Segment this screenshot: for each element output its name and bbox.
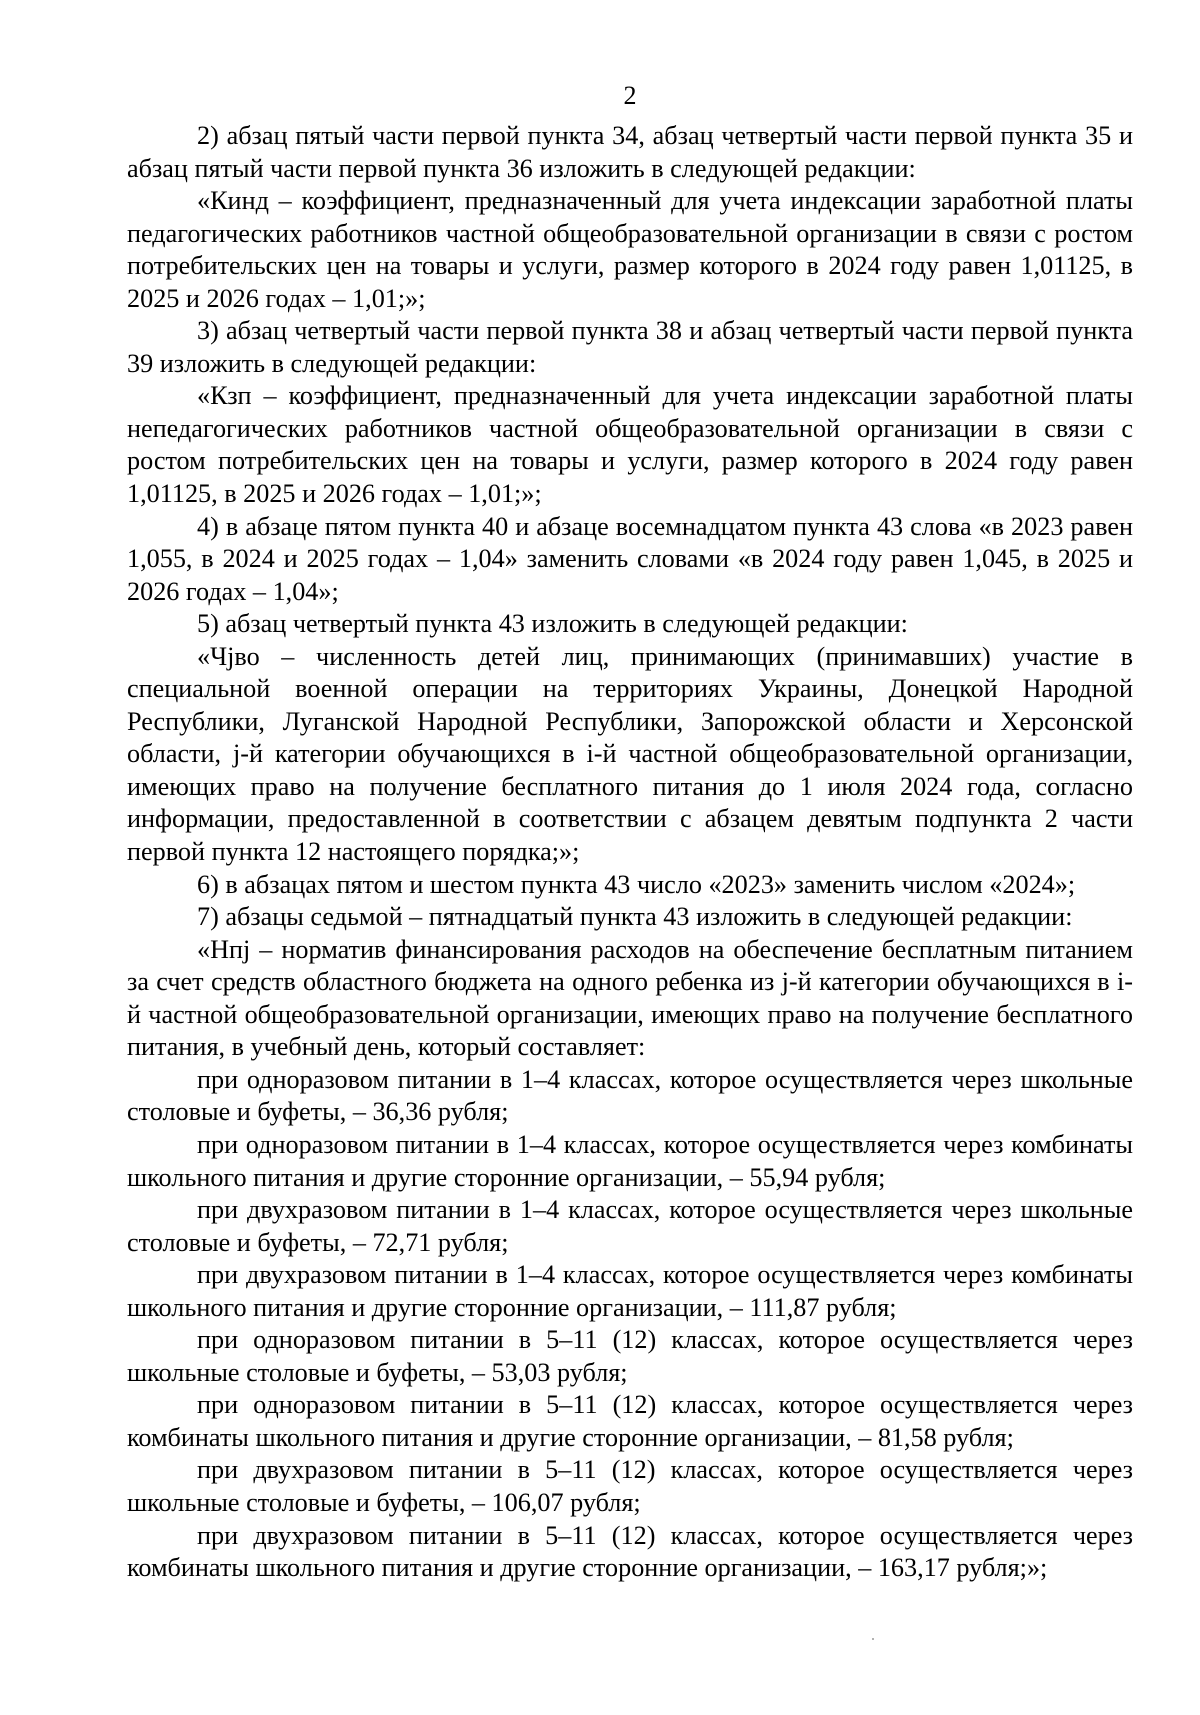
paragraph-rate-1-4-single-canteen: при одноразовом питании в 1–4 классах, которое осуществляется через школьные столовые и буфеты, – 36,36 рубля; [127,1064,1133,1127]
paragraph-amendment-4: 4) в абзаце пятом пункта 40 и абзаце восемнадцатом пункта 43 слова «в 2023 равен 1,055, в 2024 и 2025 годах – 1,04» заменить словами «в 2024 году равен 1,045, в 2025 и 2026 годах – 1,04»; [127,511,1133,606]
page-number: 2 [623,81,637,110]
paragraph-amendment-3: 3) абзац четвертый части первой пункта 38 и абзац четвертый части первой пункта 39 изложить в следующей редакции: [127,316,1133,378]
paragraph-kind-definition: «Кинд – коэффициент, предназначенный для учета индексации заработной платы педагогических работников частной общеобразовательной организации в связи с ростом потребительских цен на товары и услуги, размер которого в 2024 году равен 1,01125, в 2025 и 2026 годах – 1,01;»; [127,186,1133,313]
paragraph-kzp-definition: «Кзп – коэффициент, предназначенный для учета индексации заработной платы непедагогических работников частной общеобразовательной организации в связи с ростом потребительских цен на товары и услуги, размер которого в 2024 году равен 1,01125, в 2025 и 2026 годах – 1,01;»; [127,381,1133,509]
paragraph-rate-1-4-double-canteen: при двухразовом питании в 1–4 классах, которое осуществляется через школьные столовые и буфеты, – 72,71 рубля; [127,1195,1133,1257]
document-body [127,120,1133,1585]
paragraph-amendment-6: 6) в абзацах пятом и шестом пункта 43 число «2023» заменить числом «2024»; [197,869,1076,899]
paragraph-npj-definition: «Нпj – норматив финансирования расходов на обеспечение бесплатным питанием за счет средств областного бюджета на одного ребенка из j-й категории обучающихся в i-й частной общеобразовательной организации, имеющих право на получение бесплатного питания, в учебный день, который составляет: [127,934,1133,1062]
paragraph-chjvo-definition: «Чjво – численность детей лиц, принимающих (принимавших) участие в специальной военной операции на территориях Украины, Донецкой Народной Республики, Луганской Народной Республики, Запорожской области и Херсонской области, j-й категории обучающихся в i-й частной общеобразовательной организации, имеющих право на получение бесплатного питания до 1 июля 2024 года, согласно информации, предоставленной в соответствии с абзацем девятым подпункта 2 части первой пункта 12 настоящего порядка;»; [127,641,1133,867]
paragraph-amendment-5: 5) абзац четвертый пункта 43 изложить в следующей редакции: [197,609,908,639]
paragraph-rate-1-4-double-external: при двухразовом питании в 1–4 классах, которое осуществляется через комбинаты школьного питания и другие сторонние организации, – 111,87 рубля; [127,1260,1133,1322]
paragraph-rate-5-11-double-external: при двухразовом питании в 5–11 (12) классах, которое осуществляется через комбинаты школьного питания и другие сторонние организации, – 163,17 рубля;»; [127,1520,1133,1583]
paragraph-amendment-7: 7) абзацы седьмой – пятнадцатый пункта 43 изложить в следующей редакции: [197,902,1073,932]
paragraph-rate-5-11-double-canteen: при двухразовом питании в 5–11 (12) классах, которое осуществляется через школьные столовые и буфеты, – 106,07 рубля; [127,1455,1133,1517]
paragraph-rate-5-11-single-external: при одноразовом питании в 5–11 (12) классах, которое осуществляется через комбинаты школьного питания и другие сторонние организации, – 81,58 рубля; [127,1390,1133,1452]
scan-artifact [872,1638,874,1640]
paragraph-rate-1-4-single-external: при одноразовом питании в 1–4 классах, которое осуществляется через комбинаты школьного питания и другие сторонние организации, – 55,94 рубля; [127,1129,1133,1192]
paragraph-rate-5-11-single-canteen: при одноразовом питании в 5–11 (12) классах, которое осуществляется через школьные столовые и буфеты, – 53,03 рубля; [127,1325,1133,1387]
paragraph-amendment-2: 2) абзац пятый части первой пункта 34, абзац четвертый части первой пункта 35 и абзац пятый части первой пункта 36 изложить в следующей редакции: [127,121,1133,183]
